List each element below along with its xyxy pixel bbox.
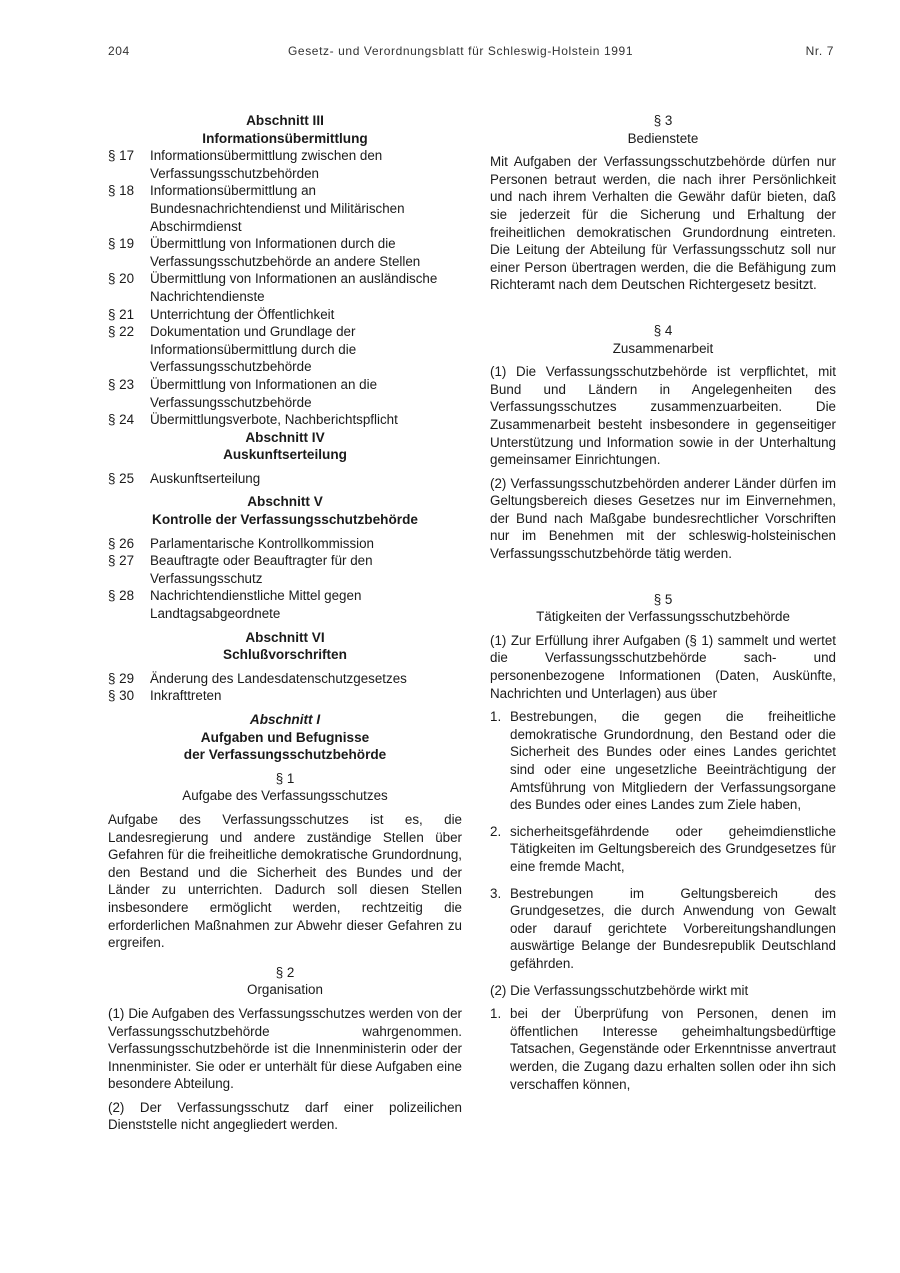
enumeration-list bbox=[490, 708, 836, 972]
toc-item: § 26 Parlamentarische Kontrollkommission bbox=[108, 535, 375, 551]
paragraph-text: (1) Die Aufgaben des Verfassungsschutzes werden von der Verfassungsschutzbehörde wahrgenommen. Verfassungsschutzbehörde ist die Innenministerin oder der Innenminister. Sie oder er unterhält für diese Aufgaben eine besondere Abteilung. bbox=[108, 1005, 462, 1092]
paragraph-text: Mit Aufgaben der Verfassungsschutzbehörde dürfen nur Personen betraut werden, die nach ihrer Persönlichkeit und nach ihrem Verhalten die Gewähr dafür bieten, daß sie jederzeit für die Sicherung und Erhaltung der freiheitlichen demokratischen Grundordnung eintreten. Die Leitung der Abteilung für Verfassungsschutz soll nur einer Person übertragen werden, die die Befähigung zum Richteramt nach dem Deutschen Richtergesetz besitzt. bbox=[490, 154, 836, 293]
toc-item: § 25 Auskunftserteilung bbox=[108, 470, 261, 486]
section-heading: Abschnitt VI Schlußvorschriften bbox=[223, 629, 347, 663]
page-number: 204 bbox=[108, 44, 130, 58]
paragraph-heading: § 5 Tätigkeiten der Verfassungsschutzbehörde bbox=[536, 591, 790, 625]
toc-item: § 30 Inkrafttreten bbox=[108, 688, 222, 704]
toc-item: § 21 Unterrichtung der Öffentlichkeit bbox=[108, 306, 335, 322]
toc-item: § 17 Informationsübermittlung zwischen den Verfassungsschutzbehörden bbox=[108, 148, 383, 181]
enumeration-list bbox=[490, 1005, 836, 1093]
paragraph-text: (1) Zur Erfüllung ihrer Aufgaben (§ 1) sammelt und wertet die Verfassungsschutzbehörde sach- und personenbezogene Informationen (Daten, Auskünfte, Nachrichten und Unterlagen) aus über bbox=[490, 632, 836, 701]
paragraph-text: (2) Der Verfassungsschutz darf einer polizeilichen Dienststelle nicht angegliedert werden. bbox=[108, 1099, 462, 1133]
toc-item: § 20 Übermittlung von Informationen an ausländische Nachrichtendienste bbox=[108, 271, 438, 304]
toc-item: § 23 Übermittlung von Informationen an die Verfassungsschutzbehörde bbox=[108, 376, 378, 410]
paragraph-heading: § 1 Aufgabe des Verfassungsschutzes bbox=[182, 770, 388, 804]
list-item: 1. bei der Überprüfung von Personen, denen im öffentlichen Interesse geheimhaltungsbedürftige Tatsachen, Gegenstände oder Erkenntnisse anvertraut werden, die Zugang dazu erhalten sollen oder ihn sich verschaffen können, bbox=[490, 1006, 836, 1092]
issue-number: Nr. 7 bbox=[805, 44, 834, 58]
right-column bbox=[490, 112, 836, 1102]
paragraph-text: (2) Verfassungsschutzbehörden anderer Länder dürfen im Geltungsbereich dieses Gesetzes nur im Einvernehmen, der Bund nach Maßgabe bundesrechtlicher Vorschriften nur im Benehmen mit der schleswig-holsteinischen Verfassungsschutzbehörde tätig werden. bbox=[490, 475, 836, 562]
page-header bbox=[108, 44, 834, 62]
paragraph-heading: § 3 Bedienstete bbox=[627, 113, 699, 146]
list-item: 3. Bestrebungen im Geltungsbereich des Grundgesetzes, die durch Anwendung von Gewalt oder darauf gerichtete Vorbereitungshandlungen auswärtige Belange der Bundesrepublik Deutschland gefährden. bbox=[490, 885, 836, 971]
section-heading: Abschnitt V Kontrolle der Verfassungsschutzbehörde bbox=[152, 494, 418, 528]
paragraph-heading: § 2 Organisation bbox=[247, 964, 323, 998]
toc-item: § 28 Nachrichtendienstliche Mittel gegen Landtagsabgeordnete bbox=[108, 588, 362, 622]
list-item: 2. sicherheitsgefährdende oder geheimdienstliche Tätigkeiten im Geltungsbereich des Grundgesetzes für eine fremde Macht, bbox=[490, 823, 836, 874]
paragraph-heading: § 4 Zusammenarbeit bbox=[612, 322, 714, 356]
list-item: 1. Bestrebungen, die gegen die freiheitliche demokratische Grundordnung, den Bestand oder die Sicherheit des Bundes oder eines Landes gerichtet sind oder eine ungesetzliche Beeinträchtigung der Amtsführung von Mitgliedern der Verfassungsorgane des Bundes oder eines Landes zum Ziele haben, bbox=[490, 709, 836, 813]
section-heading: Abschnitt I Aufgaben und Befugnisse der Verfassungsschutzbehörde bbox=[183, 712, 387, 763]
toc-item: § 18 Informationsübermittlung an Bundesnachrichtendienst und Militärischen Abschirmdienst bbox=[108, 183, 405, 234]
toc-item: § 22 Dokumentation und Grundlage der Informationsübermittlung durch die Verfassungsschutzbehörde bbox=[108, 324, 357, 375]
gazette-title: Gesetz- und Verordnungsblatt für Schleswig-Holstein 1991 bbox=[288, 44, 634, 58]
toc-item: § 24 Übermittlungsverbote, Nachberichtspflicht bbox=[108, 412, 398, 428]
toc-item: § 29 Änderung des Landesdatenschutzgesetzes bbox=[108, 670, 407, 686]
paragraph-text: Aufgabe des Verfassungsschutzes ist es, die Landesregierung und andere zuständige Stellen über Gefahren für die freiheitliche demokratische Grundordnung, den Bestand und die Sicherheit des Bundes und der Länder zu unterrichten. Dadurch soll diesen Stellen insbesondere ermöglicht werden, rechtzeitig die erforderlichen Maßnahmen zur Abwehr dieser Gefahren zu ergreifen. bbox=[108, 811, 462, 951]
toc-list bbox=[108, 535, 462, 623]
paragraph-text: (2) Die Verfassungsschutzbehörde wirkt mit bbox=[490, 982, 749, 998]
toc-item: § 27 Beauftragte oder Beauftragter für den Verfassungsschutz bbox=[108, 553, 373, 586]
section-heading: Abschnitt IV Auskunftserteilung bbox=[223, 429, 347, 463]
left-column bbox=[108, 112, 462, 1140]
toc-list bbox=[108, 470, 462, 488]
toc-item: § 19 Übermittlung von Informationen durch die Verfassungsschutzbehörde an andere Stellen bbox=[108, 236, 421, 269]
paragraph-text: (1) Die Verfassungsschutzbehörde ist verpflichtet, mit Bund und Ländern in Angelegenheiten des Verfassungsschutzes zusammenzuarbeiten. Die Zusammenarbeit besteht insbesondere in gegenseitiger Unterstützung und Information sowie in der Unterhaltung gemeinsamer Einrichtungen. bbox=[490, 364, 836, 468]
toc-list bbox=[108, 147, 462, 429]
section-heading: Abschnitt III Informationsübermittlung bbox=[202, 113, 368, 146]
toc-list bbox=[108, 670, 462, 705]
